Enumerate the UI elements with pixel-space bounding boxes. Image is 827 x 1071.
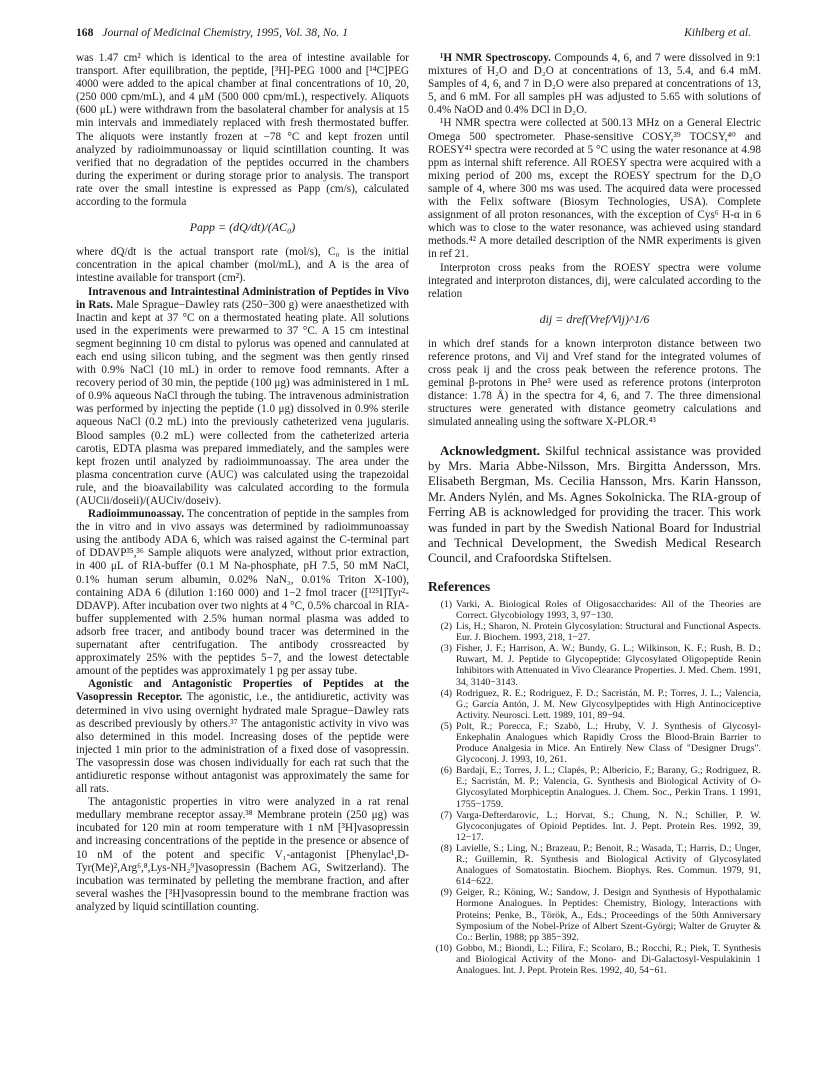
reference-number: (6)	[440, 765, 452, 777]
reference-number: (8)	[440, 842, 452, 854]
reference-number: (7)	[440, 809, 452, 821]
right-column	[428, 52, 761, 976]
reference-item	[428, 765, 761, 809]
acknowledgment	[428, 443, 761, 567]
reference-text: Lis, H.; Sharon, N. Protein Glycosylation: Structural and Functional Aspects. Eur. J. Biochem. 1993, 218, 1−27.	[456, 621, 761, 644]
reference-number: (4)	[440, 687, 452, 699]
paragraph-agonistic-body: The agonistic, i.e., the antidiuretic, activity was determined in vivo using overnight hydrated male Sprague−Dawley rats as described previously by others.³⁷ The antagonistic activity in vivo was also determined in this model. Increasing doses of the peptide were injected 1 min prior to the administration of a fixed dose of vasopressin. The vasopressin dose was chosen individually for each rat such that the antidiuretic response without antagonist was approximately the same for all rats.	[76, 691, 409, 796]
reference-item	[428, 721, 761, 765]
acknowledgment-body: Skilful technical assistance was provided by Mrs. Maria Abbe-Nilsson, Mrs. Birgitta Andersson, Mrs. Elisabeth Bergman, Ms. Cecilia Hansson, Mrs. Karin Hansson, Mr. Anders Nylén, and Ms. Agnes Sokolnicka. The RIA-group of Ferring AB is acknowledged for providing the tracer. This work was funded in part by the Swedish National Board for Industrial and Technical Development, the Swedish Medical Research Council, and Crafoordska Stiftelsen.	[428, 443, 761, 566]
journal-citation: Journal of Medicinal Chemistry, 1995, Vol. 38, No. 1	[102, 26, 349, 39]
reference-item	[428, 643, 761, 687]
reference-item	[428, 599, 761, 621]
reference-text: Fisher, J. F.; Harrison, A. W.; Bundy, G. L.; Wilkinson, K. F.; Rush, B. D.; Ruwart, M. J. Peptide to Glycopeptide: Glycosylated Oligopeptide Renin Inhibitors with Attenuated in Vivo Clearance Properties. J. Med. Chem. 1991, 34, 3140−3143.	[456, 643, 761, 688]
heading-references: References	[428, 578, 491, 594]
paragraph-cross-peaks: Interproton cross peaks from the ROESY spectra were volume integrated and interproton distances, dij, were calculated according to the relation	[428, 261, 761, 300]
reference-text: Geiger, R.; Köning, W.; Sandow, J. Design and Synthesis of Hypothalamic Hormone Analogues. In Peptides: Chemistry, Biology, Interactions with Proteins; Penke, B., Török, A., Eds.; Proceedings of the 50th Anniversary Symposium of the Nobel-Prize of Albert Szent-Györgi; Walter de Gruyter & Co.: Berlin, 1988; pp 385−392.	[456, 887, 761, 943]
paragraph-nmr-spectra: ¹H NMR spectra were collected at 500.13 MHz on a General Electric Omega 500 spectrometer. Phase-sensitive COSY,³⁹ TOCSY,⁴⁰ and ROESY⁴¹ spectra were recorded at 5 °C using the water resonance at 4.98 ppm as internal shift reference. All ROESY spectra were acquired with a mixing period of 200 ms, except the ROESY spectrum for the D₂O sample of 4, where 300 ms was used. The acquired data were processed with the Felix software (Biosym Technologies, USA). Complete assignment of all proton resonances, with the exception of Cys⁶ H-α in 6 which was to close to the water resonance, was achieved using standard methods.⁴² A more detailed description of the NMR experiments is given in ref 21.	[428, 117, 761, 261]
paragraph-iv-body: Male Sprague−Dawley rats (250−300 g) were anaesthetized with Inactin and kept at 37 °C on a thermostated heating plate. All solutions used in the experiments were prewarmed to 37 °C. A 15 cm intestinal segment beginning 10 cm distal to pylorus was opened and cannulated at each end using silicon tubing, and the segment was then gently rinsed with 0.9% NaCl (10 mL) in order to remove food remnants. After a recovery period of 30 min, the peptide (100 μg) was administered in 1 mL of 0.9% aqueous NaCl through the tubing. The intravenous administration was performed by injecting the peptide (1.0 μg) dissolved in 0.9% sterile aqueous NaCl (0.2 mL) into the previously catheterized vena jugularis. Blood samples (0.2 mL) were collected from the catheterized arteria carotis, EDTA plasma was prepared immediately, and the samples were kept frozen until analyzed by radioimmunoassay. The area under the plasma concentration curve (AUC) was calculated using the trapezoidal rule, and the bioavailability was calculated according to the formula (AUCii/doseii)/(AUCiv/doseiv).	[76, 298, 409, 507]
running-authors: Kihlberg et al.	[684, 26, 751, 39]
reference-number: (1)	[440, 598, 452, 610]
reference-item	[428, 621, 761, 643]
reference-item	[428, 887, 761, 942]
reference-item	[428, 943, 761, 976]
section-radioimmunoassay	[76, 508, 409, 678]
heading-iv-administration: Intravenous and Intraintestinal Administration of Peptides in Vivo in Rats.	[76, 285, 409, 311]
reference-text: Lavielle, S.; Ling, N.; Brazeau, P.; Benoit, R.; Wasada, T.; Harris, D.; Unger, R.; Guillemin, R. Synthesis and Biological Activity of Glycosylated Analogues of Somatostatin. Biochem. Biophys. Res. Commun. 1979, 91, 614−622.	[456, 842, 761, 888]
paragraph-where: where dQ/dt is the actual transport rate (mol/s), C₀ is the initial concentration in the apical chamber (mol/mL), and A is the area of intestine available for transport (cm²).	[76, 246, 409, 285]
paragraph-transport: was 1.47 cm² which is identical to the area of intestine available for transport. After equilibration, the peptide, [³H]-PEG 1000 and [¹⁴C]PEG 4000 were added to the apical chamber at final concentrations of 10, 20, (250 000 cpm/mL), and 4 μM (500 000 cpm/mL), respectively. Aliquots (600 μL) were withdrawn from the basolateral chamber for analysis at 15 min intervals and immediately replaced with fresh thermostated buffer. The aliquots were instantly frozen at −78 °C and kept frozen until analyzed by radioimmunoassay or liquid scintillation counting. It was verified that no degradation of the peptides occurred in the chambers during the experiment or during storage prior to analysis. The transport rate over the small intestine is expressed as Papp (cm/s), calculated according to the formula	[76, 52, 409, 209]
heading-agonistic: Agonistic and Antagonistic Properties of Peptides at the Vasopressin Receptor.	[76, 678, 409, 704]
running-header	[76, 26, 751, 44]
reference-text: Varga-Defterdarovic, L.; Horvat, S.; Chung, N. N.; Schiller, P. W. Glycoconjugates of Opioid Peptides. Int. J. Pept. Protein Res. 1992, 39, 12−17.	[456, 809, 761, 843]
reference-item	[428, 843, 761, 887]
section-iv-administration	[76, 286, 409, 509]
reference-number: (10)	[435, 942, 452, 954]
reference-text: Varki, A. Biological Roles of Oligosaccharides: All of the Theories are Correct. Glycobiology 1993, 3, 97−130.	[456, 598, 761, 621]
reference-item	[428, 688, 761, 721]
paragraph-ria-body: The concentration of peptide in the samples from the in vitro and in vivo assays was determined by radioimmunoassay using the antibody ADA 6, which was raised against the C-terminal part of DDAVP³⁵,³⁶ Sample aliquots were analyzed, without prior extraction, in 400 μL of RIA-buffer (0.1 M Na-phosphate, pH 7.5, 50 mM NaCl, 0.1% human serum albumin, 0.02% NaN₃, 0.01% Triton X-100), containing ADA 6 (dilution 1:160 000) and 1−2 fmol tracer ([¹²⁵I]Tyr²-DDAVP). After incubation over two nights at 4 °C, 0.5% charcoal in RIA-buffer supplemented with 2.5% human normal plasma was added to adsorb free tracer, and antibody bound tracer was determined in the supernatant after centrifugation. The antibody crossreacted by approximately 25% with the peptides 5−7, and the lowest detectable amount of the peptides was approximately 1 pg per assay tube.	[76, 508, 409, 678]
page-number: 168	[76, 26, 94, 39]
heading-acknowledgment: Acknowledgment.	[440, 442, 541, 458]
reference-number: (2)	[440, 621, 452, 633]
reference-text: Bardají, E.; Torres, J. L.; Clapés, P.; Albericio, F.; Barany, G.; Rodriguez, R. E.; Sacristán, M. P.; Valencia, G. Synthesis and Biological Activity of O-Glycosylated Morphiceptin Analogues. J. Chem. Soc., Perkin Trans. 1 1991, 1755−1759.	[456, 765, 761, 810]
paragraph-nmr-samples: Compounds 4, 6, and 7 were dissolved in 9:1 mixtures of H₂O and D₂O at concentrations of 13, 5.4, and 6.4 mM. Samples of 4, 6, and 7 in D₂O were also prepared at concentrations of 13, 5, and 6 mM. For all samples pH was adjusted to 5.65 with solutions of 0.4% NaOD and 0.4% DCl in D₂O.	[428, 52, 762, 117]
reference-text: Polt, R.; Porecca, F.; Szabò, L.; Hruby, V. J. Synthesis of Glycosyl-Enkephalin Analogues which Rapidly Cross the Blood-Brain Barrier to Produce Analgesia in Mice. An Entirely New Class of "Designer Drugs". Glycoconj. J. 1993, 10, 261.	[456, 720, 761, 766]
equation-papp: Papp = (dQ/dt)/(AC₀)	[189, 220, 296, 235]
left-column	[76, 52, 409, 914]
section-nmr	[428, 52, 761, 117]
reference-number: (5)	[440, 720, 452, 732]
reference-text: Gobbo, M.; Biondi, L.; Filira, F.; Scolaro, B.; Rocchi, R.; Piek, T. Synthesis and Biological Activity of the Mono- and Di-Galactosyl-Vespulakinin 1 Analogues. Int. J. Pept. Protein Res. 1992, 40, 54−61.	[456, 942, 761, 976]
reference-number: (3)	[440, 643, 452, 655]
reference-list	[428, 599, 761, 976]
reference-item	[428, 810, 761, 843]
equation-distance: dij = dref(Vref/Vij)^1/6	[539, 311, 650, 326]
reference-number: (9)	[440, 887, 452, 899]
section-agonistic	[76, 678, 409, 796]
heading-nmr: ¹H NMR Spectroscopy.	[440, 52, 551, 64]
reference-text: Rodriguez, R. E.; Rodriguez, F. D.; Sacristán, M. P.; Torres, J. L.; Valencia, G.; García Antón, J. M. New Glycosylpeptides with High Antinociceptive Activity. Neurosci. Lett. 1989, 101, 89−94.	[456, 687, 761, 721]
heading-radioimmunoassay: Radioimmunoassay.	[88, 508, 185, 521]
paragraph-reference-protons: in which dref stands for a known interproton distance between two reference protons, and Vij and Vref stand for the integrated volumes of cross peak ij and the cross peak between the reference protons. The geminal β-protons in Phe³ were used as reference protons (interproton distance: 1.78 Å) in the spectra for 4, 6, and 7. The three dimensional structures were generated with distance geometry calculations and simulated annealing using the software X-PLOR.⁴³	[428, 337, 761, 429]
paragraph-antagonistic: The antagonistic properties in vitro were analyzed in a rat renal medullary membrane receptor assay.³⁸ Membrane protein (250 μg) was incubated for 120 min at room temperature with 1 nM [³H]vasopressin and increasing concentrations of the peptide in the presence or absence of 10 nM of the potent and specific V₁-antagonist [Phenylac¹,D-Tyr(Me)²,Arg⁶,⁸,Lys-NH₂⁹]vasopressin (Bachem AG, Switzerland). The incubation was terminated by pelleting the membrane fraction, and after several washes the [³H]vasopressin bound to the membrane fraction was analyzed by liquid scintillation counting.	[76, 796, 409, 913]
